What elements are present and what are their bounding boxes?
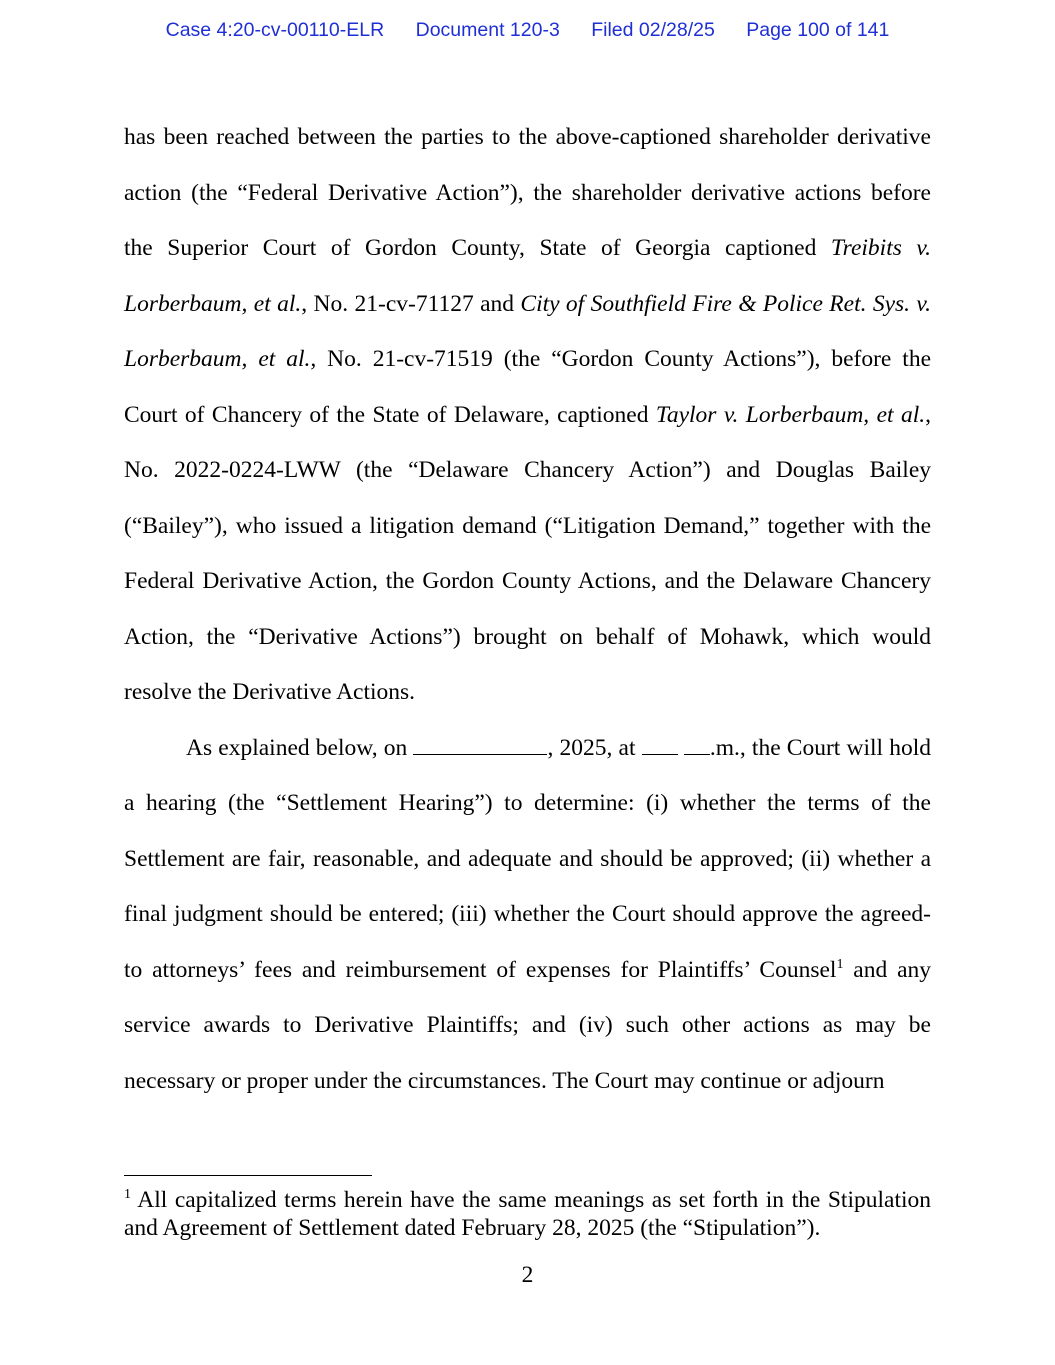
page-number: 2	[521, 1262, 534, 1288]
footnote	[124, 1186, 931, 1242]
footnote-marker: 1	[124, 1187, 131, 1203]
text-run: , No. 21-cv-71127 and	[301, 290, 521, 317]
footnote-reference: 1	[836, 956, 844, 972]
date-blank	[413, 736, 547, 755]
ampm-blank	[684, 736, 710, 755]
text-run: .m., the Court will hold a hearing (the “Settlement Hearing”) to determine: (i) whether the terms of the Settlement are fair, reasonable, and adequate and should be approved; (ii) whether a final judgment should be entered; (iii) whether the Court should approve the agreed-to attorneys’ fees and reimbursement of expenses for Plaintiffs’ Counsel	[124, 734, 932, 983]
text-run: has been reached between the parties to the above-captioned shareholder derivative action (the “Federal Derivative Action”), the shareholder derivative actions before the Superior Court of Gordon County, State of Georgia captioned	[124, 124, 931, 261]
court-filing-header	[0, 19, 1055, 42]
text-run: As explained below, on	[186, 734, 414, 761]
case-caption-southfield: City of Southfield Fire & Police Ret. Sys. v. Lorberbaum, et al.,	[124, 290, 931, 372]
footnote-text: All capitalized terms herein have the same meanings as set forth in the Stipulation and Agreement of Settlement dated February 28, 2025 (the “Stipulation”).	[124, 1187, 931, 1241]
footnote-divider	[124, 1175, 372, 1176]
text-run: and any service awards to Derivative Plaintiffs; and (iv) such other actions as may be necessary or proper under the circumstances. The Court may continue or adjourn	[124, 956, 931, 1094]
case-caption-treibits: Treibits v. Lorberbaum, et al.	[124, 235, 931, 317]
text-run: , 2025, at	[547, 734, 642, 761]
body-text	[124, 110, 931, 1109]
paragraph-settlement-hearing	[124, 721, 931, 1110]
text-run: No. 21-cv-71519 (the “Gordon County Actions”), before the Court of Chancery of the State of Delaware, captioned	[124, 346, 932, 428]
page-count: Page 100 of 141	[746, 19, 890, 41]
filed-date: Filed 02/28/25	[591, 19, 715, 41]
case-number: Case 4:20-cv-00110-ELR	[165, 19, 385, 41]
text-run: , No. 2022-0224-LWW (the “Delaware Chancery Action”) and Douglas Bailey (“Bailey”), who issued a litigation demand (“Litigation Demand,” together with the Federal Derivative Action, the Gordon County Actions, and the Delaware Chancery Action, the “Derivative Actions”) brought on behalf of Mohawk, which would resolve the Derivative Actions.	[124, 401, 931, 705]
hour-blank	[642, 736, 678, 755]
document-number: Document 120-3	[415, 19, 560, 41]
case-caption-taylor: Taylor v. Lorberbaum, et al.	[655, 401, 926, 428]
paragraph-parties	[124, 110, 931, 721]
